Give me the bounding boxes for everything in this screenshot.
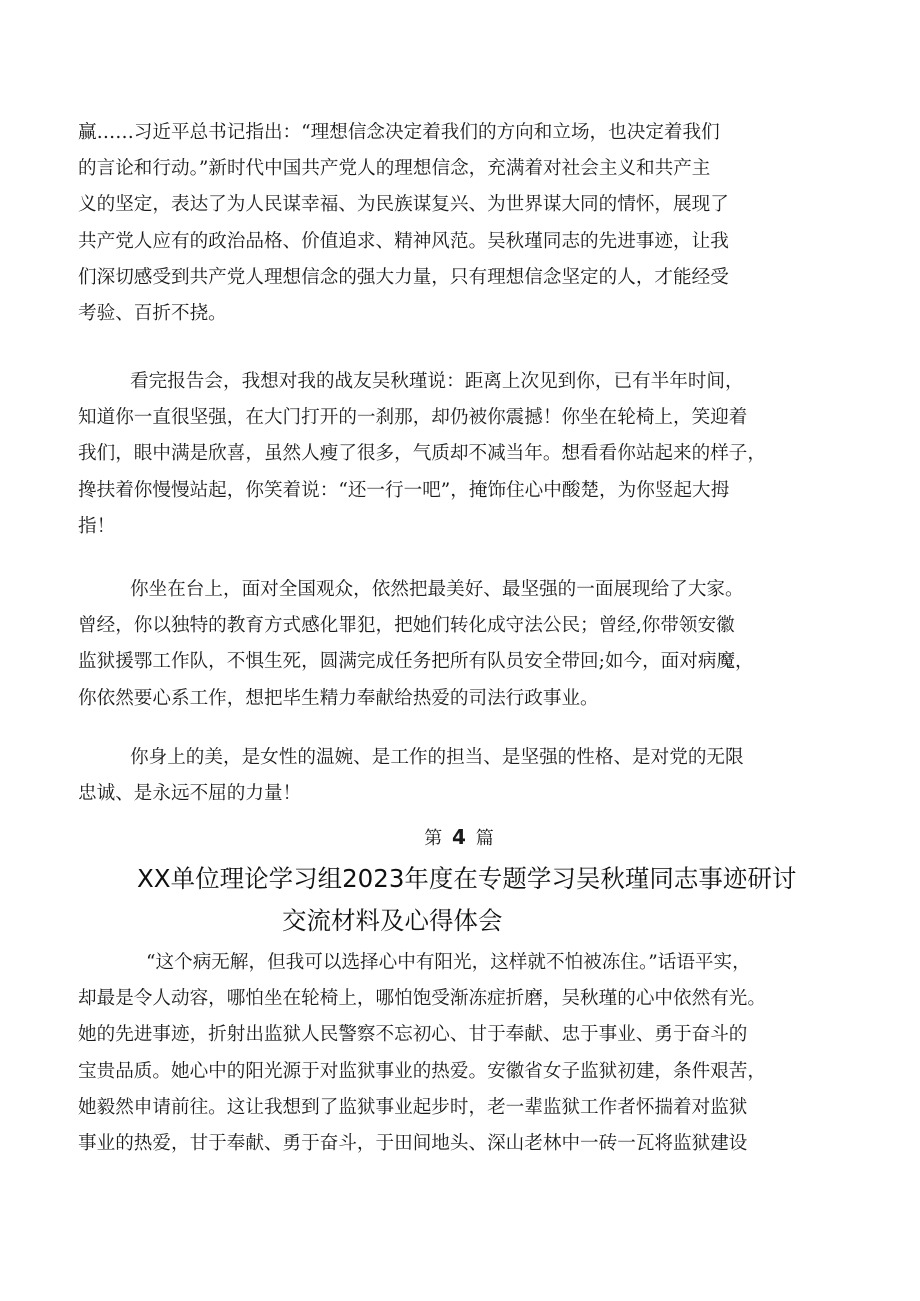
section-suffix: 篇 bbox=[475, 828, 496, 849]
paragraph-line: 你坐在台上，面对全国观众，依然把最美好、最坚强的一面展现给了大家。 bbox=[130, 579, 744, 600]
paragraph-line: 忠诚、是永远不屈的力量！ bbox=[78, 783, 302, 805]
paragraph-line: 曾经，你以独特的教育方式感化罪犯，把她们转化成守法公民；曾经,你带领安徽 bbox=[78, 615, 735, 637]
section-prefix: 第 bbox=[424, 828, 445, 849]
paragraph-1 bbox=[78, 115, 860, 332]
paragraph-line: 她毅然申请前往。这让我想到了监狱事业起步时，老一辈监狱工作者怀揣着对监狱 bbox=[78, 1096, 748, 1118]
paragraph-line: 事业的热爱，甘于奉献、勇于奋斗，于田间地头、深山老林中一砖一瓦将监狱建设 bbox=[78, 1132, 748, 1154]
paragraph-line: 她的先进事迹，折射出监狱人民警察不忘初心、甘于奉献、忠于事业、勇于奋斗的 bbox=[78, 1024, 748, 1046]
paragraph-line: 却最是令人动容，哪怕坐在轮椅上，哪怕饱受渐冻症折磨，吴秋瑾的心中依然有光。 bbox=[78, 988, 766, 1010]
paragraph-line: 赢……习近平总书记指出：“理想信念决定着我们的方向和立场，也决定着我们 bbox=[78, 122, 720, 143]
paragraph-line: 考验、百折不挠。 bbox=[78, 302, 227, 324]
paragraph-line: 你身上的美，是女性的温婉、是工作的担当、是坚强的性格、是对党的无限 bbox=[130, 747, 744, 768]
paragraph-line: 共产党人应有的政治品格、价值追求、精神风范。吴秋瑾同志的先进事迹，让我 bbox=[78, 230, 729, 252]
paragraph-line: “这个病无解，但我可以选择心中有阳光，这样就不怕被冻住。”话语平实， bbox=[146, 952, 751, 973]
paragraph-line: 们深切感受到共产党人理想信念的强大力量，只有理想信念坚定的人，才能经受 bbox=[78, 266, 729, 288]
paragraph-line: 监狱援鄂工作队，不惧生死，圆满完成任务把所有队员安全带回;如今，面对病魔， bbox=[78, 651, 754, 673]
heading-line-2: 交流材料及心得体会 bbox=[282, 906, 503, 935]
paragraph-line: 你依然要心系工作，想把毕生精力奉献给热爱的司法行政事业。 bbox=[78, 687, 599, 709]
paragraph-line: 知道你一直很坚强，在大门打开的一刹那，却仍被你震撼！你坐在轮椅上，笑迎着 bbox=[78, 407, 748, 429]
section-number: 4 bbox=[452, 825, 468, 849]
paragraph-line: 指！ bbox=[78, 515, 116, 537]
paragraph-2 bbox=[78, 364, 860, 545]
section-label bbox=[0, 820, 920, 854]
paragraph-line: 的言论和行动。”新时代中国共产党人的理想信念，充满着对社会主义和共产主 bbox=[78, 158, 711, 180]
paragraph-3 bbox=[78, 572, 860, 717]
paragraph-line: 宝贵品质。她心中的阳光源于对监狱事业的热爱。安徽省女子监狱初建，条件艰苦， bbox=[78, 1060, 766, 1082]
paragraph-line: 我们，眼中满是欣喜，虽然人瘦了很多，气质却不减当年。想看看你站起来的样子， bbox=[78, 443, 766, 465]
paragraph-line: 搀扶着你慢慢站起，你笑着说：“还一行一吧”，掩饰住心中酸楚，为你竖起大拇 bbox=[78, 479, 730, 501]
heading-line-1: XX单位理论学习组2023年度在专题学习吴秋瑾同志事迹研讨 bbox=[137, 864, 797, 893]
paragraph-line: 看完报告会，我想对我的战友吴秋瑾说：距离上次见到你，已有半年时间， bbox=[130, 371, 744, 392]
paragraph-5 bbox=[78, 945, 860, 1162]
paragraph-line: 义的坚定，表达了为人民谋幸福、为民族谋复兴、为世界谋大同的情怀，展现了 bbox=[78, 194, 729, 216]
article-heading bbox=[0, 858, 920, 942]
paragraph-4 bbox=[78, 740, 860, 812]
